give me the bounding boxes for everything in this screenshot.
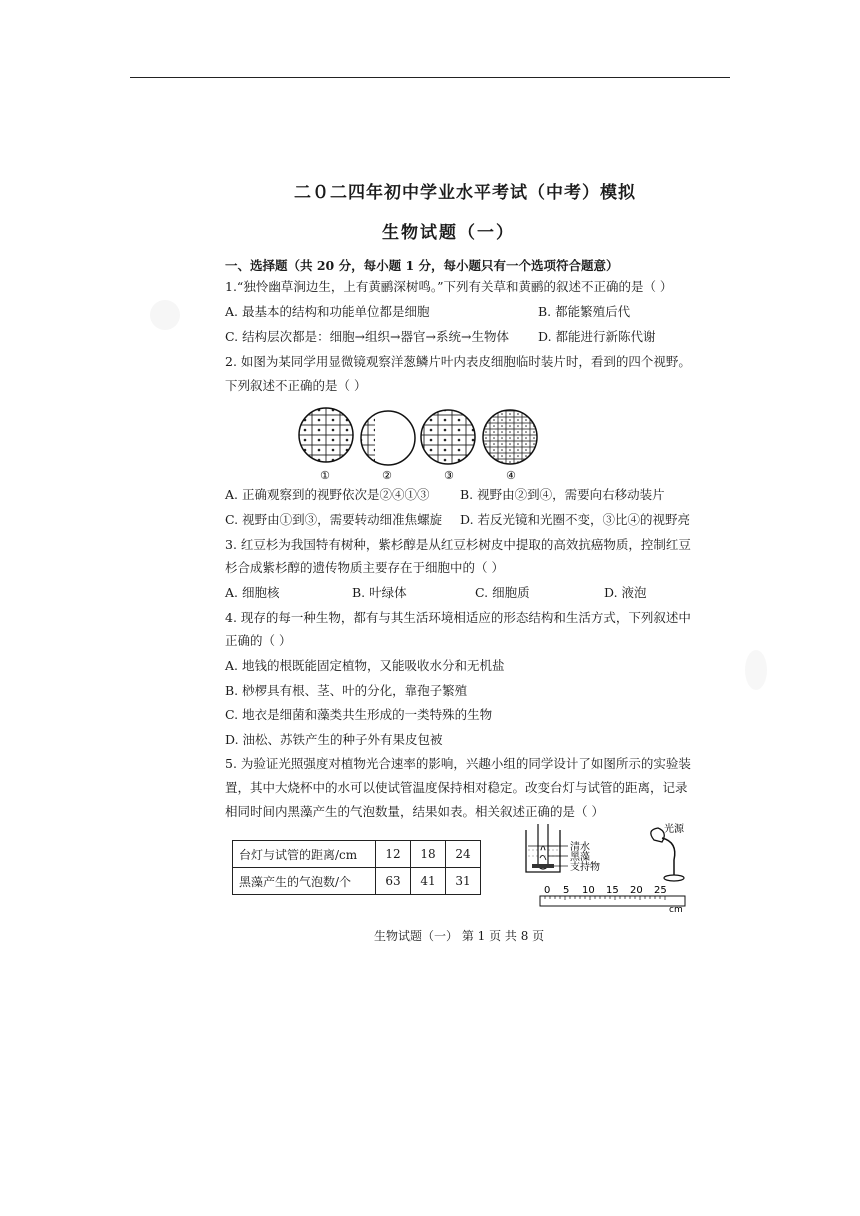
ruler-tick-label: 15 bbox=[606, 885, 619, 896]
table-cell: 12 bbox=[376, 841, 411, 868]
q4-option-d: D. 油松、苏铁产生的种子外有果皮包被 bbox=[225, 732, 443, 747]
q2-option-c: C. 视野由①到③，需要转动细准焦螺旋 bbox=[225, 512, 443, 527]
ruler-tick-label: 5 bbox=[563, 885, 570, 896]
view-3 bbox=[418, 405, 478, 471]
q3-option-b: B. 叶绿体 bbox=[352, 585, 407, 600]
scan-speck bbox=[150, 300, 180, 330]
q2-stem-line2: 下列叙述不正确的是（ ） bbox=[225, 378, 367, 393]
section-heading: 一、选择题（共 20 分，每小题 1 分，每小题只有一个选项符合题意） bbox=[225, 258, 619, 273]
q4-stem-line1: 4. 现存的每一种生物，都有与其生活环境相适应的形态结构和生活方式，下列叙述中 bbox=[225, 610, 691, 625]
label-light-source: 光源 bbox=[664, 824, 684, 835]
table-row-label: 台灯与试管的距离/cm bbox=[233, 841, 376, 868]
q5-stem-line2: 置，其中大烧杯中的水可以使试管温度保持相对稳定。改变台灯与试管的距离，记录 bbox=[225, 780, 688, 795]
view-label-4: ④ bbox=[506, 469, 516, 482]
label-holder: 支持物 bbox=[570, 862, 600, 873]
q5-stem-line3: 相同时间内黑藻产生的气泡数量，结果如表。相关叙述正确的是（ ） bbox=[225, 804, 604, 819]
view-1 bbox=[298, 405, 358, 465]
view-2 bbox=[358, 405, 415, 471]
q2-option-b: B. 视野由②到④，需要向右移动装片 bbox=[460, 487, 665, 502]
q3-option-a: A. 细胞核 bbox=[225, 585, 280, 600]
q4-option-a: A. 地钱的根既能固定植物，又能吸收水分和无机盐 bbox=[225, 658, 505, 673]
view-label-3: ③ bbox=[444, 469, 454, 482]
view-label-2: ② bbox=[382, 469, 392, 482]
table-cell: 63 bbox=[376, 868, 411, 895]
q1-option-c: C. 结构层次都是：细胞→组织→器官→系统→生物体 bbox=[225, 329, 509, 344]
q4-stem-line2: 正确的（ ） bbox=[225, 633, 292, 648]
scan-speck bbox=[745, 650, 767, 690]
view-label-1: ① bbox=[320, 469, 330, 482]
test-tube bbox=[538, 824, 548, 869]
experiment-apparatus-figure bbox=[518, 820, 693, 912]
holder-block bbox=[532, 864, 554, 868]
exam-subtitle: 生物试题（一） bbox=[382, 223, 515, 243]
table-cell: 41 bbox=[411, 868, 446, 895]
page-footer: 生物试题（一） 第 1 页 共 8 页 bbox=[374, 929, 545, 943]
q4-option-c: C. 地衣是细菌和藻类共生形成的一类特殊的生物 bbox=[225, 707, 493, 722]
microscope-views-figure bbox=[298, 405, 558, 485]
ruler-unit: cm bbox=[669, 905, 683, 912]
q3-option-c: C. 细胞质 bbox=[475, 585, 530, 600]
table-cell: 31 bbox=[446, 868, 481, 895]
ruler-tick-label: 25 bbox=[654, 885, 667, 896]
ruler bbox=[540, 896, 685, 906]
q1-stem: 1.“独怜幽草涧边生，上有黄鹂深树鸣。”下列有关草和黄鹂的叙述不正确的是（ ） bbox=[225, 279, 673, 294]
ruler-tick-label: 0 bbox=[544, 885, 551, 896]
q2-option-d: D. 若反光镜和光圈不变，③比④的视野亮 bbox=[460, 512, 691, 527]
q3-stem-line1: 3. 红豆杉为我国特有树种，紫杉醇是从红豆杉树皮中提取的高效抗癌物质，控制红豆 bbox=[225, 537, 691, 552]
table-row bbox=[233, 841, 481, 868]
q5-results-table bbox=[232, 840, 481, 895]
ruler-tick-label: 10 bbox=[582, 885, 595, 896]
ruler-tick-label: 20 bbox=[630, 885, 643, 896]
table-row-label: 黑藻产生的气泡数/个 bbox=[233, 868, 376, 895]
top-rule bbox=[130, 77, 730, 78]
q3-option-d: D. 液泡 bbox=[604, 585, 647, 600]
lamp-icon bbox=[651, 828, 684, 881]
label-water: 清水 bbox=[570, 842, 590, 853]
q1-option-a: A. 最基本的结构和功能单位都是细胞 bbox=[225, 304, 430, 319]
q1-option-d: D. 都能进行新陈代谢 bbox=[538, 329, 656, 344]
table-row bbox=[233, 868, 481, 895]
q2-stem-line1: 2. 如图为某同学用显微镜观察洋葱鳞片叶内表皮细胞临时装片时，看到的四个视野。 bbox=[225, 354, 691, 369]
label-algae: 黑藻 bbox=[570, 852, 590, 863]
q2-option-a: A. 正确观察到的视野依次是②④①③ bbox=[225, 487, 430, 502]
q5-stem-line1: 5. 为验证光照强度对植物光合速率的影响，兴趣小组的同学设计了如图所示的实验装 bbox=[225, 756, 691, 771]
q3-stem-line2: 杉合成紫杉醇的遗传物质主要存在于细胞中的（ ） bbox=[225, 560, 504, 575]
table-cell: 24 bbox=[446, 841, 481, 868]
exam-title: 二０二四年初中学业水平考试（中考）模拟 bbox=[294, 183, 636, 203]
table-cell: 18 bbox=[411, 841, 446, 868]
q1-option-b: B. 都能繁殖后代 bbox=[538, 304, 631, 319]
view-4 bbox=[480, 405, 540, 471]
q4-option-b: B. 桫椤具有根、茎、叶的分化，靠孢子繁殖 bbox=[225, 683, 468, 698]
